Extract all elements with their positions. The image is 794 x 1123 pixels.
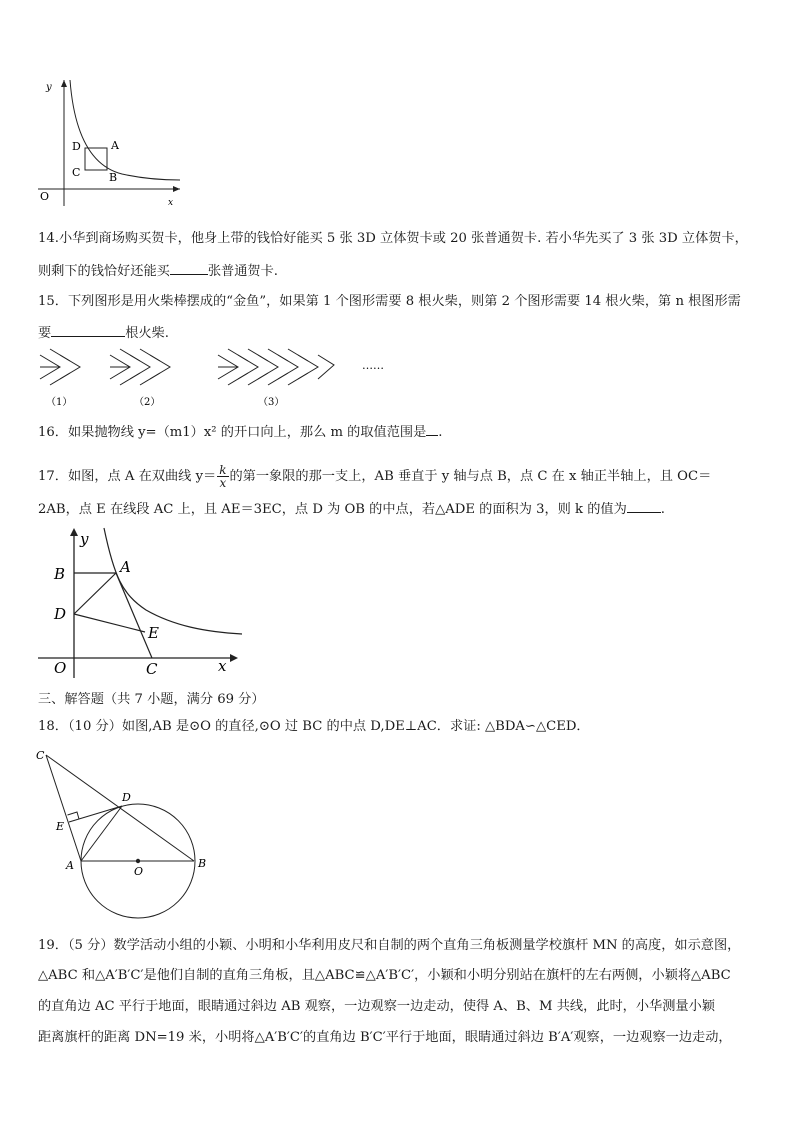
q17-line2-start: 2AB，点 E 在线段 AC 上，且 AE＝3EC，点 D 为 OB 的中点，若△ADE 的面积为 3，则 k 的值为 bbox=[38, 502, 627, 517]
q18-line: 18．（10 分）如图,AB 是⊙O 的直径,⊙O 过 BC 的中点 D,DE⊥AC．求证: △BDA∽△CED． bbox=[38, 719, 590, 734]
fig13-label-o: O bbox=[40, 190, 50, 203]
fig17-label-b: B bbox=[54, 565, 66, 583]
q16-answer-blank[interactable] bbox=[426, 423, 438, 436]
q14-answer-blank[interactable] bbox=[170, 262, 208, 275]
fig13-label-d: D bbox=[72, 140, 81, 153]
q17-line1-start: 17．如图，点 A 在双曲线 y＝ bbox=[38, 469, 217, 484]
fig18-label-o: O bbox=[134, 865, 144, 878]
q19-line4: 距离旗杆的距离 DN=19 米，小明将△A′B′C′的直角边 B′C′平行于地面，眼睛通过斜边 B′A′观察，一边观察一边走动， bbox=[38, 1030, 732, 1045]
q17-line2-end: . bbox=[660, 502, 665, 517]
q14-line1: 14.小华到商场购买贺卡，他身上带的钱恰好能买 5 张 3D 立体贺卡或 20 张普通贺卡. 若小华先买了 3 张 3D 立体贺卡， bbox=[38, 231, 748, 246]
q17-answer-blank[interactable] bbox=[627, 500, 661, 513]
fig13-label-a: A bbox=[111, 139, 119, 152]
q19-line3: 的直角边 AC 平行于地面，眼睛通过斜边 AB 观察，一边观察一边走动，使得 A、B、M 共线，此时，小华测量小颖 bbox=[38, 999, 715, 1014]
fig13-label-x: x bbox=[168, 198, 174, 208]
q15-dots: …… bbox=[362, 359, 384, 372]
q16-text: 16．如果抛物线 y=（m1）x² 的开口向上，那么 m 的取值范围是 bbox=[38, 425, 427, 440]
fig13-label-c: C bbox=[72, 166, 81, 179]
fig17-label-e: E bbox=[148, 624, 159, 642]
q15-label-2: （2） bbox=[134, 397, 161, 408]
fig13-label-b: B bbox=[109, 171, 118, 184]
q17-frac-den: x bbox=[219, 476, 227, 490]
q15-line2-end: 根火柴. bbox=[125, 326, 169, 341]
fig17-label-o: O bbox=[54, 659, 67, 677]
q15-line2 bbox=[38, 324, 169, 342]
fig18-label-e: E bbox=[56, 820, 65, 833]
figure-q18 bbox=[32, 745, 217, 925]
q17-line1 bbox=[38, 464, 711, 489]
q17-line1-end: 的第一象限的那一支上，AB 垂直于 y 轴与点 B，点 C 在 x 轴正半轴上，且 OC＝ bbox=[229, 469, 712, 484]
figure-q15-goldfish bbox=[36, 345, 396, 410]
q16-end: . bbox=[438, 425, 443, 440]
fig17-label-a: A bbox=[120, 558, 131, 576]
q15-line2-start: 要 bbox=[38, 326, 52, 341]
q19-line1: 19．（5 分）数学活动小组的小颖、小明和小华利用皮尺和自制的两个直角三角板测量学校旗杆 MN 的高度，如示意图， bbox=[38, 938, 741, 953]
section-3-header: 三、解答题（共 7 小题，满分 69 分） bbox=[38, 692, 265, 707]
q15-label-3: （3） bbox=[258, 397, 285, 408]
q15-label-1: （1） bbox=[46, 397, 73, 408]
q14-line2 bbox=[38, 262, 278, 280]
q14-line2-end: 张普通贺卡. bbox=[207, 264, 279, 279]
figure-q13 bbox=[30, 72, 190, 212]
fig17-label-x: x bbox=[218, 657, 227, 675]
fig18-label-c: C bbox=[36, 749, 45, 762]
fig18-label-b: B bbox=[198, 857, 207, 870]
fig18-label-a: A bbox=[66, 859, 74, 872]
q17-line2 bbox=[38, 500, 665, 518]
q15-answer-blank[interactable] bbox=[51, 324, 125, 337]
q17-fraction-k-over-x bbox=[217, 464, 228, 489]
q16-line bbox=[38, 423, 443, 441]
q15-line1: 15．下列图形是用火柴棒摆成的“金鱼”，如果第 1 个图形需要 8 根火柴，则第 2 个图形需要 14 根火柴，第 n 根图形需 bbox=[38, 294, 741, 309]
q19-line2: △ABC 和△A′B′C′是他们自制的直角三角板，且△ABC≌△A′B′C′，小颖和小明分别站在旗杆的左右两侧，小颖将△ABC bbox=[38, 968, 731, 983]
figure-q17 bbox=[34, 526, 249, 681]
fig18-label-d: D bbox=[122, 791, 131, 804]
fig17-label-d: D bbox=[54, 605, 67, 623]
fig17-label-y: y bbox=[80, 530, 89, 548]
fig17-label-c: C bbox=[146, 660, 158, 678]
fig13-label-y: y bbox=[46, 82, 52, 93]
q17-frac-num: k bbox=[219, 463, 227, 477]
q14-line2-start: 则剩下的钱恰好还能买 bbox=[38, 264, 170, 279]
